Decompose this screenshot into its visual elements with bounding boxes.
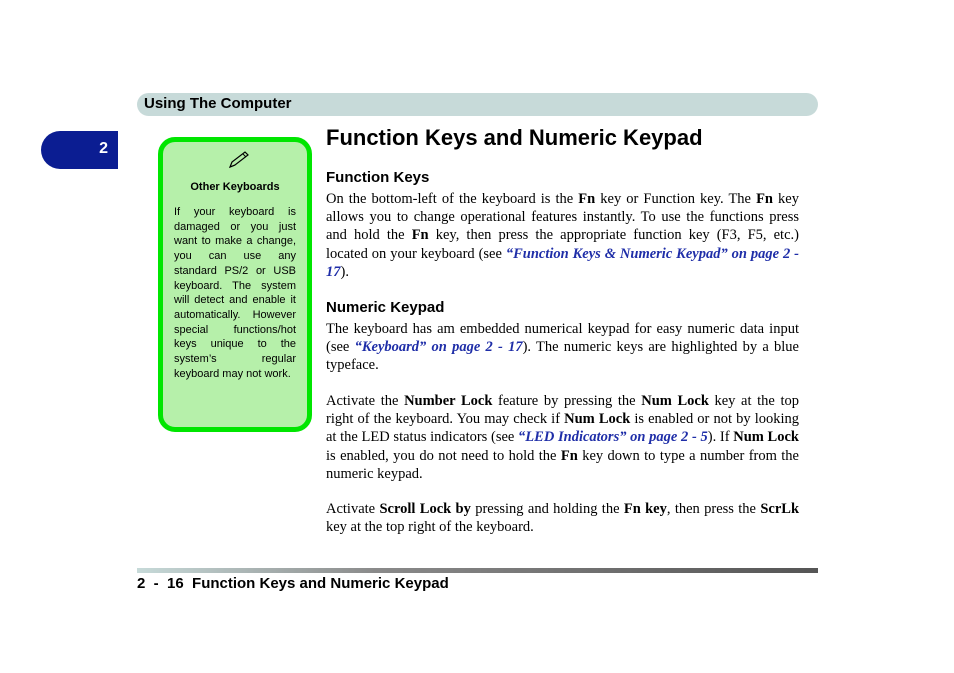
chapter-number: 2 <box>99 140 108 157</box>
page-title: Function Keys and Numeric Keypad <box>326 125 703 150</box>
footer-rule <box>137 568 818 573</box>
note-body: If your keyboard is damaged or you just want to make a change, you can use any standard PS/2 or USB keyboard. The system will detect and enable it automatically. However special functions/hot keys unique to the system’s regular keyboard may not work. <box>174 206 296 380</box>
function-keys-heading: Function Keys <box>326 169 430 186</box>
numeric-keypad-paragraph-2: Activate the Number Lock feature by pressing the Num Lock key at the top right of the keyboard. You may check if Num Lock is enabled or not by looking at the LED status indicators (see “LED Indicators” on page 2 - 5). If Num Lock is enabled, you do not need to hold the Fn key down to type a number from the numeric keypad. <box>326 393 799 482</box>
header-title: Using The Computer <box>144 95 292 112</box>
footer-text: 2 - 16 Function Keys and Numeric Keypad <box>137 575 449 592</box>
numeric-keypad-paragraph-3: Activate Scroll Lock by pressing and holding the Fn key, then press the ScrLk key at the top right of the keyboard. <box>326 501 800 536</box>
keyboard-link[interactable]: “Keyboard” on page 2 - 17 <box>354 339 523 356</box>
pencil-icon <box>227 150 251 170</box>
header-bar <box>137 93 818 116</box>
led-indicators-link[interactable]: “LED Indicators” on page 2 - 5 <box>518 429 708 446</box>
note-box <box>158 137 312 432</box>
note-title: Other Keyboards <box>190 181 280 193</box>
function-keys-link[interactable]: “Function Keys & Numeric Keypad” on page 2 - 17 <box>326 245 799 280</box>
function-keys-paragraph: On the bottom-left of the keyboard is the Fn key or Function key. The Fn key allows you to change operational features instantly. To use the functions press and hold the Fn key, then press the appropriate function key (F3, F5, etc.) located on your keyboard (see “Function Keys & Numeric Keypad” on page 2 - 17). <box>326 191 799 280</box>
chapter-tab <box>41 131 118 169</box>
numeric-keypad-paragraph-1: The keyboard has am embedded numerical keypad for easy numeric data input (see “Keyboard” on page 2 - 17). The numeric keys are highlighted by a blue typeface. <box>326 321 799 374</box>
numeric-keypad-heading: Numeric Keypad <box>326 299 445 316</box>
